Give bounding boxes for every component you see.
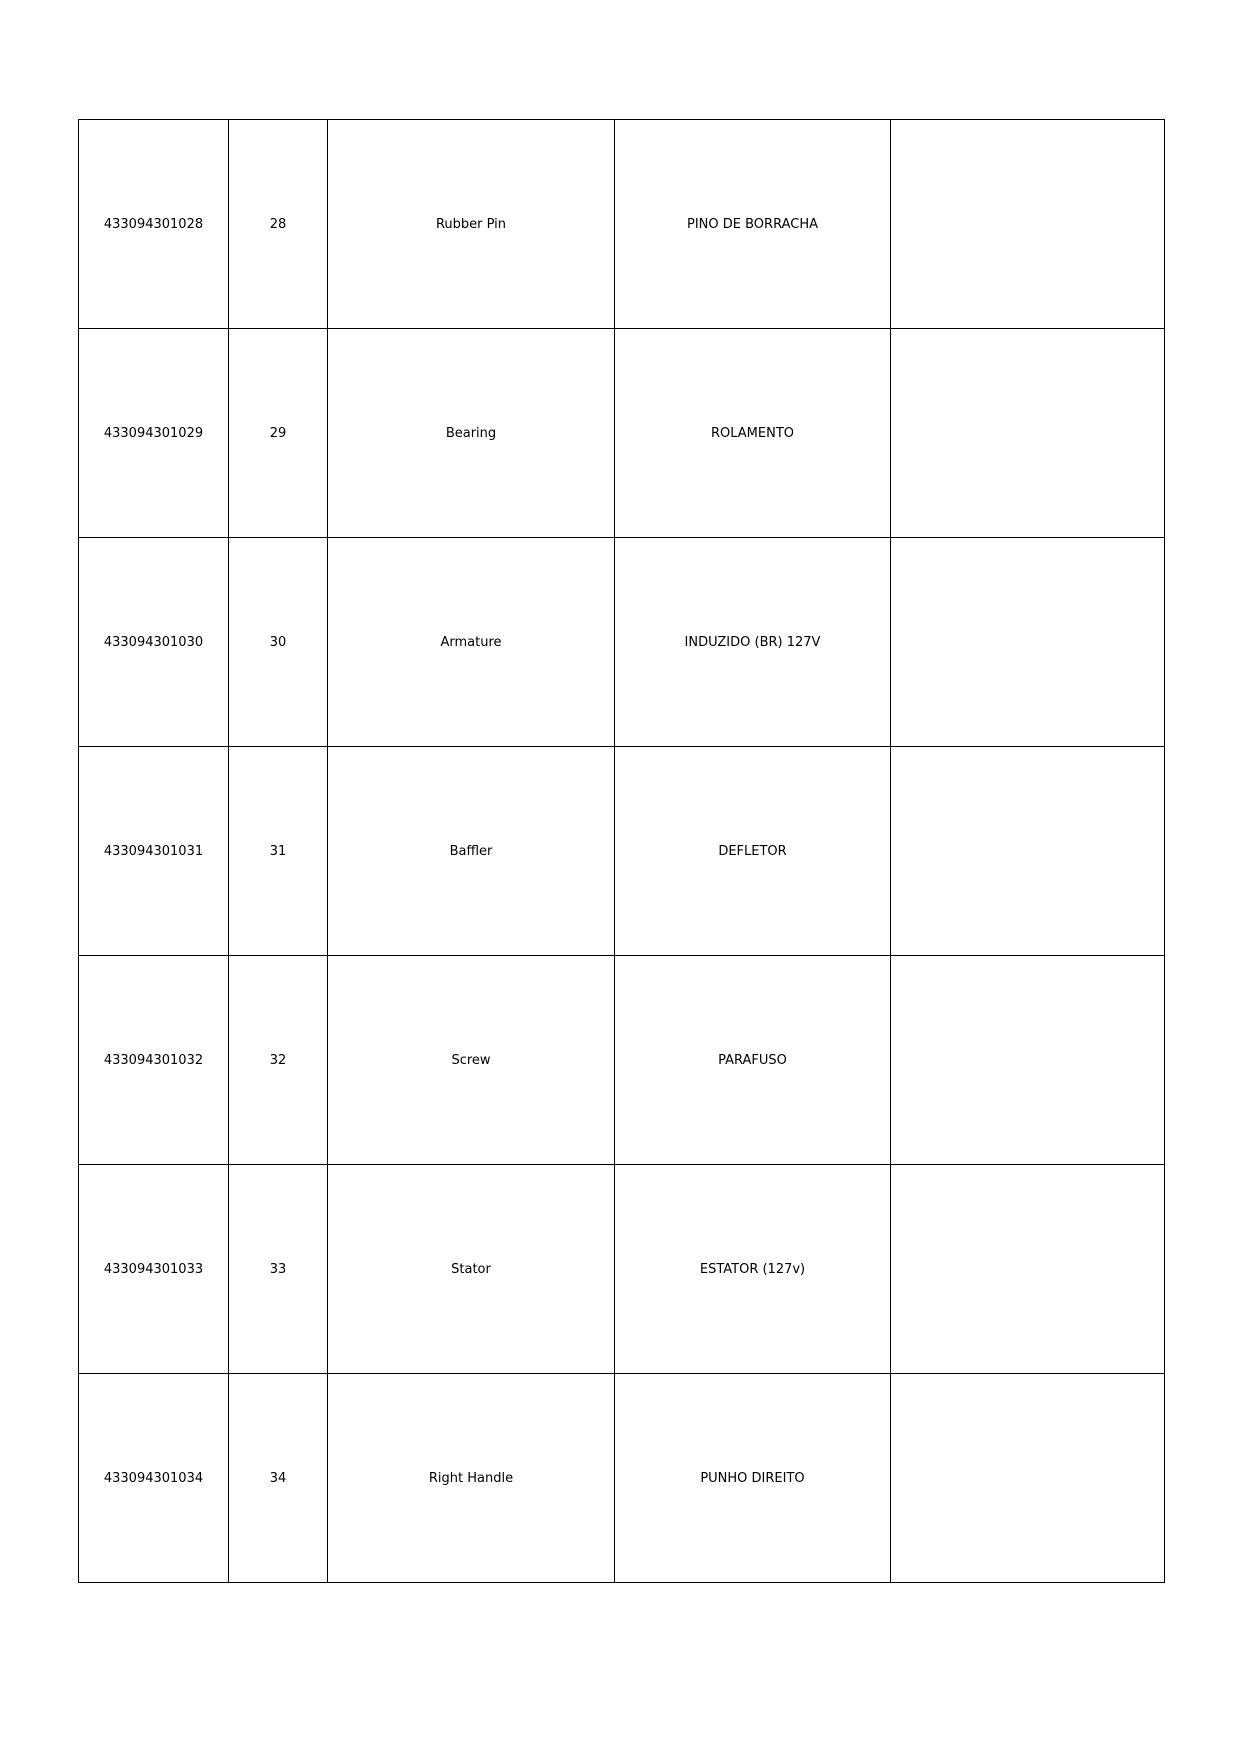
empty-cell: [891, 120, 1165, 329]
description-en-cell: Baffler: [328, 747, 615, 956]
item-number-cell: 34: [229, 1374, 328, 1583]
item-number-cell: 30: [229, 538, 328, 747]
table-row: [79, 747, 1165, 956]
item-number-cell: 33: [229, 1165, 328, 1374]
part-code-cell: 433094301032: [79, 956, 229, 1165]
table-row: [79, 1165, 1165, 1374]
part-code-cell: 433094301031: [79, 747, 229, 956]
part-code-cell: 433094301033: [79, 1165, 229, 1374]
description-en-cell: Screw: [328, 956, 615, 1165]
item-number-cell: 29: [229, 329, 328, 538]
table-row: [79, 329, 1165, 538]
description-en-cell: Right Handle: [328, 1374, 615, 1583]
item-number-cell: 31: [229, 747, 328, 956]
description-en-cell: Stator: [328, 1165, 615, 1374]
description-en-cell: Armature: [328, 538, 615, 747]
empty-cell: [891, 1374, 1165, 1583]
empty-cell: [891, 538, 1165, 747]
empty-cell: [891, 329, 1165, 538]
description-pt-cell: PARAFUSO: [615, 956, 891, 1165]
empty-cell: [891, 1165, 1165, 1374]
table-row: [79, 956, 1165, 1165]
description-en-cell: Bearing: [328, 329, 615, 538]
description-pt-cell: ESTATOR (127v): [615, 1165, 891, 1374]
description-pt-cell: INDUZIDO (BR) 127V: [615, 538, 891, 747]
table-row: [79, 1374, 1165, 1583]
parts-table: [78, 119, 1165, 1583]
description-pt-cell: ROLAMENTO: [615, 329, 891, 538]
part-code-cell: 433094301029: [79, 329, 229, 538]
empty-cell: [891, 956, 1165, 1165]
table-row: [79, 538, 1165, 747]
description-pt-cell: DEFLETOR: [615, 747, 891, 956]
part-code-cell: 433094301028: [79, 120, 229, 329]
item-number-cell: 28: [229, 120, 328, 329]
table-row: [79, 120, 1165, 329]
item-number-cell: 32: [229, 956, 328, 1165]
part-code-cell: 433094301034: [79, 1374, 229, 1583]
description-en-cell: Rubber Pin: [328, 120, 615, 329]
empty-cell: [891, 747, 1165, 956]
description-pt-cell: PINO DE BORRACHA: [615, 120, 891, 329]
description-pt-cell: PUNHO DIREITO: [615, 1374, 891, 1583]
part-code-cell: 433094301030: [79, 538, 229, 747]
